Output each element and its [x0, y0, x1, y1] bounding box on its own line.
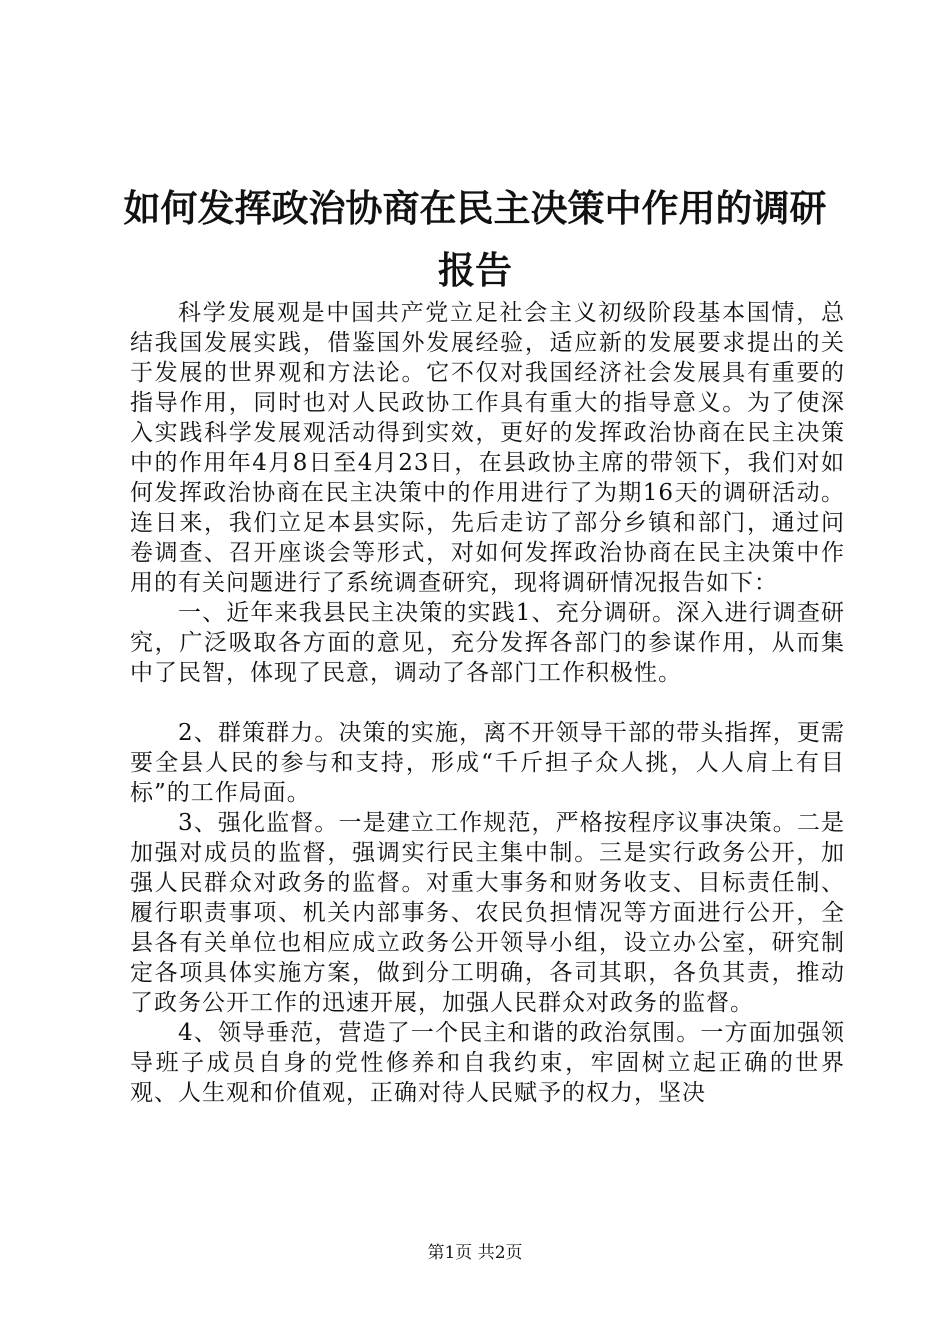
document-body	[130, 298, 845, 1108]
paragraph-section-1: 一、近年来我县民主决策的实践1、充分调研。深入进行调查研究，广泛吸取各方面的意见，充分发挥各部门的参谋作用，从而集中了民智，体现了民意，调动了各部门工作积极性。	[130, 600, 845, 686]
page-footer: 第1页 共2页	[427, 1243, 523, 1263]
paragraph-intro: 科学发展观是中国共产党立足社会主义初级阶段基本国情，总结我国发展实践，借鉴国外发展经验，适应新的发展要求提出的关于发展的世界观和方法论。它不仅对我国经济社会发展具有重要的指导作用，同时也对人民政协工作具有重大的指导意义。为了使深入实践科学发展观活动得到实效，更好的发挥政治协商在民主决策中的作用年4月8日至4月23日，在县政协主席的带领下，我们对如何发挥政治协商在民主决策中的作用进行了为期16天的调研活动。连日来，我们立足本县实际，先后走访了部分乡镇和部门，通过问卷调查、召开座谈会等形式，对如何发挥政治协商在民主决策中作用的有关问题进行了系统调查研究，现将调研情况报告如下：	[130, 300, 845, 596]
paragraph-spacer	[130, 688, 845, 718]
paragraph-point-4: 4、领导垂范，营造了一个民主和谐的政治氛围。一方面加强领导班子成员自身的党性修养和自我约束，牢固树立起正确的世界观、人生观和价值观，正确对待人民赋予的权力，坚决	[130, 1020, 845, 1106]
document-title: 如何发挥政治协商在民主决策中作用的调研报告	[123, 187, 827, 292]
paragraph-point-2: 2、群策群力。决策的实施，离不开领导干部的带头指挥，更需要全县人民的参与和支持，形成“千斤担子众人挑，人人肩上有目标”的工作局面。	[130, 720, 845, 806]
paragraph-point-3: 3、强化监督。一是建立工作规范，严格按程序议事决策。二是加强对成员的监督，强调实行民主集中制。三是实行政务公开，加强人民群众对政务的监督。对重大事务和财务收支、目标责任制、履行职责事项、机关内部事务、农民负担情况等方面进行公开，全县各有关单位也相应成立政务公开领导小组，设立办公室，研究制定各项具体实施方案，做到分工明确，各司其职，各负其责，推动了政务公开工作的迅速开展，加强人民群众对政务的监督。	[130, 810, 845, 1016]
